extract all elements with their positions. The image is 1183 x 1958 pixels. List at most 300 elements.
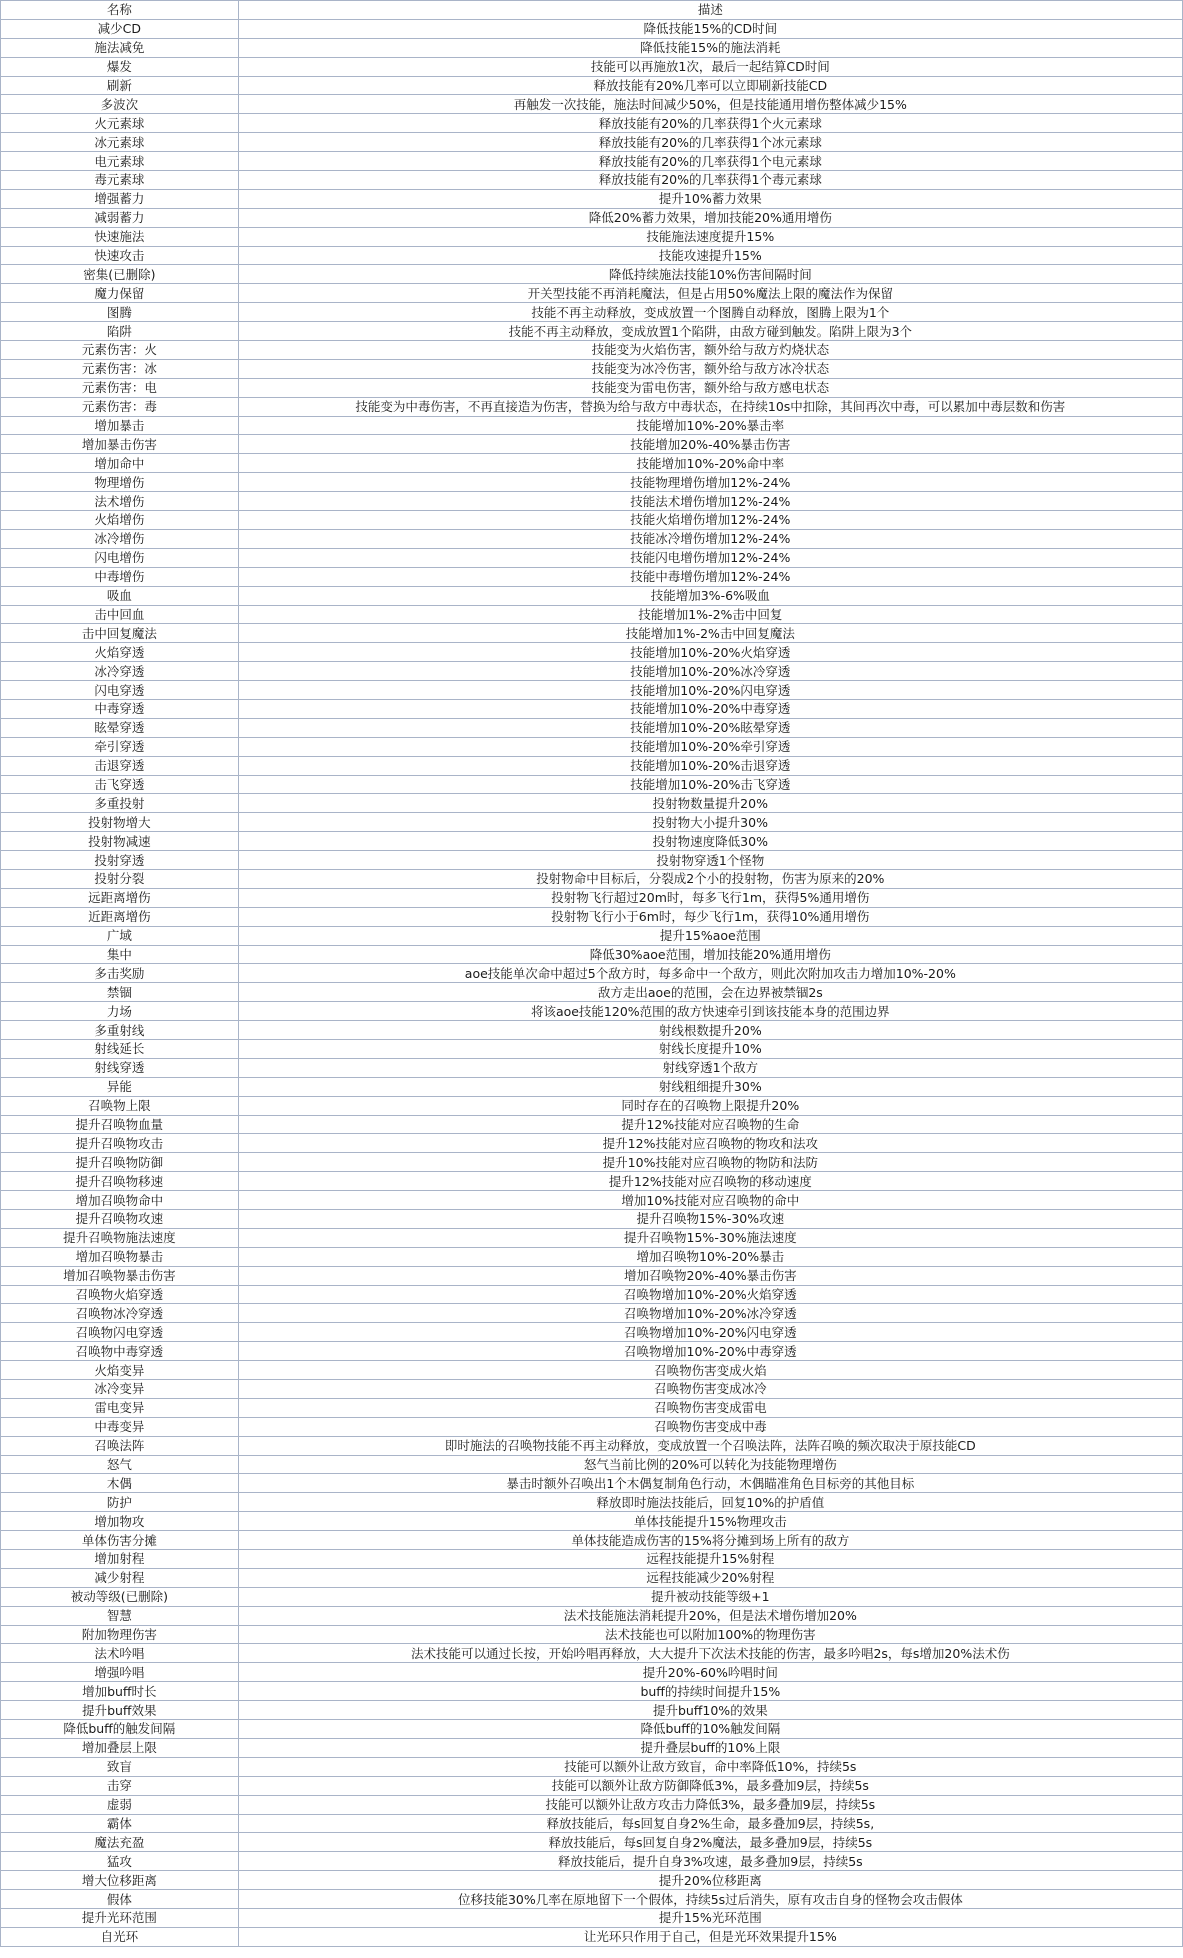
- table-row: [1, 1852, 1183, 1871]
- cell-desc[interactable]: 技能增加10%-20%冰冷穿透: [238, 662, 1182, 681]
- cell-name[interactable]: 毒元素球: [1, 171, 239, 190]
- table-row: [1, 1701, 1183, 1720]
- table-row: [1, 1417, 1183, 1436]
- cell-desc[interactable]: 增加召唤物20%-40%暴击伤害: [238, 1266, 1182, 1285]
- cell-desc[interactable]: 投射物大小提升30%: [238, 813, 1182, 832]
- cell-desc[interactable]: 技能闪电增伤增加12%-24%: [238, 548, 1182, 567]
- table-row: [1, 1436, 1183, 1455]
- table-row: [1, 1531, 1183, 1550]
- cell-desc[interactable]: 技能物理增伤增加12%-24%: [238, 473, 1182, 492]
- cell-name[interactable]: 爆发: [1, 57, 239, 76]
- table-row: [1, 359, 1183, 378]
- cell-name[interactable]: 眩晕穿透: [1, 718, 239, 737]
- cell-name[interactable]: 击中回复魔法: [1, 624, 239, 643]
- cell-name[interactable]: 致盲: [1, 1757, 239, 1776]
- cell-name[interactable]: 增强蓄力: [1, 189, 239, 208]
- cell-desc[interactable]: 投射物穿透1个怪物: [238, 851, 1182, 870]
- cell-desc[interactable]: 技能增加10%-20%中毒穿透: [238, 699, 1182, 718]
- table-row: [1, 208, 1183, 227]
- cell-name[interactable]: 附加物理伤害: [1, 1625, 239, 1644]
- table-row: [1, 813, 1183, 832]
- cell-name[interactable]: 增加物攻: [1, 1512, 239, 1531]
- cell-name[interactable]: 元素伤害：冰: [1, 359, 239, 378]
- table-row: [1, 38, 1183, 57]
- table-row: [1, 1172, 1183, 1191]
- table-row: [1, 737, 1183, 756]
- cell-desc[interactable]: 召唤物增加10%-20%闪电穿透: [238, 1323, 1182, 1342]
- cell-desc[interactable]: 投射物飞行超过20m时，每多飞行1m，获得5%通用增伤: [238, 888, 1182, 907]
- cell-name[interactable]: 击飞穿透: [1, 775, 239, 794]
- cell-desc[interactable]: 释放技能后，每s回复自身2%生命，最多叠加9层，持续5s,: [238, 1814, 1182, 1833]
- cell-name[interactable]: 雷电变异: [1, 1398, 239, 1417]
- cell-name[interactable]: 减弱蓄力: [1, 208, 239, 227]
- cell-name[interactable]: 多击奖励: [1, 964, 239, 983]
- table-row: [1, 1738, 1183, 1757]
- table-row: [1, 1285, 1183, 1304]
- table-row: [1, 246, 1183, 265]
- cell-desc[interactable]: 技能增加10%-20%闪电穿透: [238, 681, 1182, 700]
- table-row: [1, 171, 1183, 190]
- cell-name[interactable]: 中毒增伤: [1, 567, 239, 586]
- table-row: [1, 1153, 1183, 1172]
- cell-desc[interactable]: 射线粗细提升30%: [238, 1077, 1182, 1096]
- cell-desc[interactable]: 技能变为冰冷伤害，额外给与敌方冰冷状态: [238, 359, 1182, 378]
- cell-name[interactable]: 冰元素球: [1, 133, 239, 152]
- cell-desc[interactable]: 召唤物伤害变成火焰: [238, 1361, 1182, 1380]
- cell-desc[interactable]: 法术技能可以通过长按，开始吟唱再释放，大大提升下次法术技能的伤害，最多吟唱2s，每s增加20%法术伤: [238, 1644, 1182, 1663]
- cell-name[interactable]: 投射分裂: [1, 869, 239, 888]
- table-row: [1, 945, 1183, 964]
- cell-desc[interactable]: 暴击时额外召唤出1个木偶复制角色行动，木偶瞄准角色目标旁的其他目标: [238, 1474, 1182, 1493]
- cell-desc[interactable]: 召唤物伤害变成雷电: [238, 1398, 1182, 1417]
- cell-desc[interactable]: 单体技能提升15%物理攻击: [238, 1512, 1182, 1531]
- table-row: [1, 851, 1183, 870]
- table-row: [1, 869, 1183, 888]
- cell-desc[interactable]: 释放技能有20%的几率获得1个火元素球: [238, 114, 1182, 133]
- cell-desc[interactable]: 技能增加10%-20%暴击率: [238, 416, 1182, 435]
- cell-desc[interactable]: 法术技能也可以附加100%的物理伤害: [238, 1625, 1182, 1644]
- table-row: [1, 265, 1183, 284]
- cell-name[interactable]: 假体: [1, 1890, 239, 1909]
- cell-desc[interactable]: 敌方走出aoe的范围，会在边界被禁锢2s: [238, 983, 1182, 1002]
- table-row: [1, 152, 1183, 171]
- table-row: [1, 189, 1183, 208]
- table-row: [1, 454, 1183, 473]
- cell-name[interactable]: 多重投射: [1, 794, 239, 813]
- header-name[interactable]: 名称: [1, 1, 239, 20]
- cell-desc[interactable]: aoe技能单次命中超过5个敌方时，每多命中一个敌方，则此次附加攻击力增加10%-20%: [238, 964, 1182, 983]
- table-row: [1, 907, 1183, 926]
- cell-desc[interactable]: 提升20%-60%吟唱时间: [238, 1663, 1182, 1682]
- cell-desc[interactable]: 技能施法速度提升15%: [238, 227, 1182, 246]
- table-row: [1, 1550, 1183, 1569]
- cell-name[interactable]: 火焰变异: [1, 1361, 239, 1380]
- cell-name[interactable]: 召唤物中毒穿透: [1, 1342, 239, 1361]
- table-row: [1, 1247, 1183, 1266]
- cell-name[interactable]: 陷阱: [1, 322, 239, 341]
- cell-desc[interactable]: 射线穿透1个敌方: [238, 1058, 1182, 1077]
- cell-desc[interactable]: 技能攻速提升15%: [238, 246, 1182, 265]
- cell-desc[interactable]: 技能中毒增伤增加12%-24%: [238, 567, 1182, 586]
- cell-name[interactable]: 提升buff效果: [1, 1701, 239, 1720]
- table-row: [1, 1776, 1183, 1795]
- cell-desc[interactable]: 提升被动技能等级+1: [238, 1587, 1182, 1606]
- table-row: [1, 1625, 1183, 1644]
- table-row: [1, 1455, 1183, 1474]
- cell-desc[interactable]: 召唤物增加10%-20%中毒穿透: [238, 1342, 1182, 1361]
- cell-name[interactable]: 快速施法: [1, 227, 239, 246]
- cell-name[interactable]: 召唤物冰冷穿透: [1, 1304, 239, 1323]
- cell-name[interactable]: 火焰穿透: [1, 643, 239, 662]
- cell-name[interactable]: 提升召唤物血量: [1, 1115, 239, 1134]
- table-row: [1, 1908, 1183, 1927]
- cell-desc[interactable]: 技能增加3%-6%吸血: [238, 586, 1182, 605]
- cell-name[interactable]: 增加暴击: [1, 416, 239, 435]
- cell-name[interactable]: 增加召唤物暴击: [1, 1247, 239, 1266]
- cell-name[interactable]: 火焰增伤: [1, 511, 239, 530]
- cell-desc[interactable]: 技能冰冷增伤增加12%-24%: [238, 529, 1182, 548]
- cell-name[interactable]: 增加暴击伤害: [1, 435, 239, 454]
- cell-name[interactable]: 提升召唤物攻击: [1, 1134, 239, 1153]
- table-row: [1, 529, 1183, 548]
- table-row: [1, 1512, 1183, 1531]
- cell-name[interactable]: 增加命中: [1, 454, 239, 473]
- table-row: [1, 681, 1183, 700]
- cell-name[interactable]: 单体伤害分摊: [1, 1531, 239, 1550]
- cell-desc[interactable]: 提升12%技能对应召唤物的物攻和法攻: [238, 1134, 1182, 1153]
- table-row: [1, 832, 1183, 851]
- table-row: [1, 1266, 1183, 1285]
- cell-desc[interactable]: 远程技能减少20%射程: [238, 1568, 1182, 1587]
- cell-desc[interactable]: 技能变为雷电伤害，额外给与敌方感电状态: [238, 378, 1182, 397]
- cell-desc[interactable]: 提升15%aoe范围: [238, 926, 1182, 945]
- cell-name[interactable]: 击退穿透: [1, 756, 239, 775]
- cell-name[interactable]: 虚弱: [1, 1795, 239, 1814]
- cell-desc[interactable]: 提升召唤物15%-30%施法速度: [238, 1228, 1182, 1247]
- table-row: [1, 605, 1183, 624]
- table-row: [1, 1606, 1183, 1625]
- table-row: [1, 1021, 1183, 1040]
- table-row: [1, 1795, 1183, 1814]
- cell-desc[interactable]: 技能可以再施放1次，最后一起结算CD时间: [238, 57, 1182, 76]
- table-row: [1, 473, 1183, 492]
- table-row: [1, 1096, 1183, 1115]
- cell-name[interactable]: 防护: [1, 1493, 239, 1512]
- cell-desc[interactable]: 技能变为中毒伤害，不再直接造为伤害，替换为给与敌方中毒状态，在持续10s中扣除，其间再次中毒，可以累加中毒层数和伤害: [238, 397, 1182, 416]
- cell-desc[interactable]: 提升buff10%的效果: [238, 1701, 1182, 1720]
- cell-desc[interactable]: 投射物数量提升20%: [238, 794, 1182, 813]
- cell-name[interactable]: 自光环: [1, 1927, 239, 1946]
- cell-name[interactable]: 被动等级(已删除): [1, 1587, 239, 1606]
- table-row: [1, 19, 1183, 38]
- cell-desc[interactable]: 增加召唤物10%-20%暴击: [238, 1247, 1182, 1266]
- cell-name[interactable]: 施法减免: [1, 38, 239, 57]
- cell-desc[interactable]: 降低20%蓄力效果，增加技能20%通用增伤: [238, 208, 1182, 227]
- cell-name[interactable]: 多重射线: [1, 1021, 239, 1040]
- table-row: [1, 1398, 1183, 1417]
- table-row: [1, 511, 1183, 530]
- cell-desc[interactable]: 技能可以额外让敌方致盲，命中率降低10%，持续5s: [238, 1757, 1182, 1776]
- cell-name[interactable]: 闪电穿透: [1, 681, 239, 700]
- cell-name[interactable]: 冰冷穿透: [1, 662, 239, 681]
- table-row: [1, 1134, 1183, 1153]
- cell-desc[interactable]: 技能不再主动释放，变成放置一个图腾自动释放，图腾上限为1个: [238, 303, 1182, 322]
- table-row: [1, 1304, 1183, 1323]
- table-row: [1, 1814, 1183, 1833]
- table-row: [1, 567, 1183, 586]
- cell-name[interactable]: 元素伤害：毒: [1, 397, 239, 416]
- cell-desc[interactable]: 怒气当前比例的20%可以转化为技能物理增伤: [238, 1455, 1182, 1474]
- cell-name[interactable]: 中毒变异: [1, 1417, 239, 1436]
- cell-name[interactable]: 法术增伤: [1, 492, 239, 511]
- cell-name[interactable]: 力场: [1, 1002, 239, 1021]
- cell-desc[interactable]: 让光环只作用于自己，但是光环效果提升15%: [238, 1927, 1182, 1946]
- table-row: [1, 1644, 1183, 1663]
- table-row: [1, 1757, 1183, 1776]
- cell-name[interactable]: 增加召唤物命中: [1, 1191, 239, 1210]
- cell-name[interactable]: 增加叠层上限: [1, 1738, 239, 1757]
- cell-desc[interactable]: 技能火焰增伤增加12%-24%: [238, 511, 1182, 530]
- cell-desc[interactable]: 投射物命中目标后，分裂成2个小的投射物，伤害为原来的20%: [238, 869, 1182, 888]
- cell-name[interactable]: 智慧: [1, 1606, 239, 1625]
- table-row: [1, 1002, 1183, 1021]
- cell-desc[interactable]: 召唤物增加10%-20%火焰穿透: [238, 1285, 1182, 1304]
- table-row: [1, 95, 1183, 114]
- cell-desc[interactable]: 开关型技能不再消耗魔法，但是占用50%魔法上限的魔法作为保留: [238, 284, 1182, 303]
- cell-desc[interactable]: 提升召唤物15%-30%攻速: [238, 1210, 1182, 1229]
- cell-desc[interactable]: 召唤物增加10%-20%冰冷穿透: [238, 1304, 1182, 1323]
- cell-desc[interactable]: 召唤物伤害变成中毒: [238, 1417, 1182, 1436]
- table-row: [1, 1682, 1183, 1701]
- cell-name[interactable]: 增加射程: [1, 1550, 239, 1569]
- cell-name[interactable]: 冰冷变异: [1, 1380, 239, 1399]
- cell-desc[interactable]: 将该aoe技能120%范围的敌方快速牵引到该技能本身的范围边界: [238, 1002, 1182, 1021]
- cell-name[interactable]: 中毒穿透: [1, 699, 239, 718]
- table-row: [1, 643, 1183, 662]
- table-row: [1, 1568, 1183, 1587]
- table-row: [1, 1380, 1183, 1399]
- cell-name[interactable]: 吸血: [1, 586, 239, 605]
- table-row: [1, 624, 1183, 643]
- table-row: [1, 1833, 1183, 1852]
- cell-desc[interactable]: 远程技能提升15%射程: [238, 1550, 1182, 1569]
- cell-desc[interactable]: 降低技能15%的施法消耗: [238, 38, 1182, 57]
- cell-name[interactable]: 冰冷增伤: [1, 529, 239, 548]
- cell-name[interactable]: 物理增伤: [1, 473, 239, 492]
- cell-name[interactable]: 快速攻击: [1, 246, 239, 265]
- cell-desc[interactable]: 技能增加10%-20%火焰穿透: [238, 643, 1182, 662]
- cell-name[interactable]: 图腾: [1, 303, 239, 322]
- table-row: [1, 794, 1183, 813]
- cell-name[interactable]: 牵引穿透: [1, 737, 239, 756]
- table-row: [1, 926, 1183, 945]
- table-row: [1, 699, 1183, 718]
- table-body: [1, 19, 1183, 1946]
- cell-name[interactable]: 提升召唤物施法速度: [1, 1228, 239, 1247]
- header-desc[interactable]: 描述: [238, 1, 1182, 20]
- cell-desc[interactable]: 释放技能有20%的几率获得1个冰元素球: [238, 133, 1182, 152]
- cell-name[interactable]: 召唤物上限: [1, 1096, 239, 1115]
- cell-name[interactable]: 投射物增大: [1, 813, 239, 832]
- cell-name[interactable]: 多波次: [1, 95, 239, 114]
- table-row: [1, 1361, 1183, 1380]
- table-row: [1, 1890, 1183, 1909]
- cell-desc[interactable]: 降低持续施法技能10%伤害间隔时间: [238, 265, 1182, 284]
- cell-desc[interactable]: 提升10%技能对应召唤物的物防和法防: [238, 1153, 1182, 1172]
- cell-name[interactable]: 魔法充盈: [1, 1833, 239, 1852]
- cell-name[interactable]: 元素伤害：电: [1, 378, 239, 397]
- cell-name[interactable]: 霸体: [1, 1814, 239, 1833]
- cell-desc[interactable]: 降低buff的10%触发间隔: [238, 1720, 1182, 1739]
- table-row: [1, 1587, 1183, 1606]
- cell-name[interactable]: 增加召唤物暴击伤害: [1, 1266, 239, 1285]
- table-row: [1, 416, 1183, 435]
- cell-desc[interactable]: 提升15%光环范围: [238, 1908, 1182, 1927]
- cell-desc[interactable]: 提升10%蓄力效果: [238, 189, 1182, 208]
- cell-name[interactable]: 刷新: [1, 76, 239, 95]
- cell-desc[interactable]: 技能增加10%-20%击飞穿透: [238, 775, 1182, 794]
- cell-desc[interactable]: 投射物飞行小于6m时，每少飞行1m，获得10%通用增伤: [238, 907, 1182, 926]
- cell-desc[interactable]: 释放技能有20%的几率获得1个毒元素球: [238, 171, 1182, 190]
- cell-desc[interactable]: 技能法术增伤增加12%-24%: [238, 492, 1182, 511]
- cell-name[interactable]: 远距离增伤: [1, 888, 239, 907]
- cell-desc[interactable]: 技能可以额外让敌方防御降低3%，最多叠加9层，持续5s: [238, 1776, 1182, 1795]
- cell-name[interactable]: 怒气: [1, 1455, 239, 1474]
- cell-name[interactable]: 提升召唤物攻速: [1, 1210, 239, 1229]
- table-row: [1, 1210, 1183, 1229]
- table-row: [1, 303, 1183, 322]
- table-row: [1, 888, 1183, 907]
- cell-name[interactable]: 召唤物火焰穿透: [1, 1285, 239, 1304]
- cell-name[interactable]: 异能: [1, 1077, 239, 1096]
- cell-desc[interactable]: 技能增加1%-2%击中回复魔法: [238, 624, 1182, 643]
- cell-desc[interactable]: 技能增加20%-40%暴击伤害: [238, 435, 1182, 454]
- cell-desc[interactable]: 即时施法的召唤物技能不再主动释放，变成放置一个召唤法阵，法阵召唤的频次取决于原技能CD: [238, 1436, 1182, 1455]
- cell-name[interactable]: 召唤物闪电穿透: [1, 1323, 239, 1342]
- cell-desc[interactable]: 投射物速度降低30%: [238, 832, 1182, 851]
- cell-name[interactable]: 减少CD: [1, 19, 239, 38]
- cell-desc[interactable]: 单体技能造成伤害的15%将分摊到场上所有的敌方: [238, 1531, 1182, 1550]
- table-row: [1, 1493, 1183, 1512]
- cell-desc[interactable]: 降低30%aoe范围，增加技能20%通用增伤: [238, 945, 1182, 964]
- cell-name[interactable]: 减少射程: [1, 1568, 239, 1587]
- cell-name[interactable]: 增加buff时长: [1, 1682, 239, 1701]
- table-row: [1, 492, 1183, 511]
- cell-name[interactable]: 近距离增伤: [1, 907, 239, 926]
- cell-name[interactable]: 提升召唤物移速: [1, 1172, 239, 1191]
- cell-name[interactable]: 增强吟唱: [1, 1663, 239, 1682]
- table-row: [1, 378, 1183, 397]
- cell-name[interactable]: 射线穿透: [1, 1058, 239, 1077]
- table-row: [1, 586, 1183, 605]
- cell-name[interactable]: 元素伤害：火: [1, 341, 239, 360]
- table-row: [1, 1323, 1183, 1342]
- table-row: [1, 1871, 1183, 1890]
- cell-name[interactable]: 魔力保留: [1, 284, 239, 303]
- cell-desc[interactable]: 提升叠层buff的10%上限: [238, 1738, 1182, 1757]
- cell-desc[interactable]: 释放技能后，提升自身3%攻速，最多叠加9层，持续5s: [238, 1852, 1182, 1871]
- cell-desc[interactable]: 增加10%技能对应召唤物的命中: [238, 1191, 1182, 1210]
- table-row: [1, 1115, 1183, 1134]
- cell-name[interactable]: 密集(已删除): [1, 265, 239, 284]
- cell-name[interactable]: 闪电增伤: [1, 548, 239, 567]
- cell-name[interactable]: 集中: [1, 945, 239, 964]
- table-row: [1, 718, 1183, 737]
- cell-desc[interactable]: 释放技能有20%几率可以立即刷新技能CD: [238, 76, 1182, 95]
- cell-name[interactable]: 击中回血: [1, 605, 239, 624]
- cell-name[interactable]: 增大位移距离: [1, 1871, 239, 1890]
- cell-name[interactable]: 禁锢: [1, 983, 239, 1002]
- cell-desc[interactable]: 召唤物伤害变成冰冷: [238, 1380, 1182, 1399]
- table-row: [1, 1228, 1183, 1247]
- cell-desc[interactable]: 再触发一次技能，施法时间减少50%，但是技能通用增伤整体减少15%: [238, 95, 1182, 114]
- cell-name[interactable]: 召唤法阵: [1, 1436, 239, 1455]
- cell-desc[interactable]: 技能变为火焰伤害，额外给与敌方灼烧状态: [238, 341, 1182, 360]
- cell-desc[interactable]: 同时存在的召唤物上限提升20%: [238, 1096, 1182, 1115]
- cell-name[interactable]: 电元素球: [1, 152, 239, 171]
- cell-desc[interactable]: 提升20%位移距离: [238, 1871, 1182, 1890]
- cell-name[interactable]: 射线延长: [1, 1039, 239, 1058]
- cell-desc[interactable]: 技能不再主动释放，变成放置1个陷阱，由敌方碰到触发。陷阱上限为3个: [238, 322, 1182, 341]
- table-row: [1, 114, 1183, 133]
- cell-desc[interactable]: 技能增加10%-20%眩晕穿透: [238, 718, 1182, 737]
- table-row: [1, 775, 1183, 794]
- cell-name[interactable]: 猛攻: [1, 1852, 239, 1871]
- cell-desc[interactable]: 法术技能施法消耗提升20%，但是法术增伤增加20%: [238, 1606, 1182, 1625]
- cell-name[interactable]: 降低buff的触发间隔: [1, 1720, 239, 1739]
- cell-desc[interactable]: 技能可以额外让敌方攻击力降低3%，最多叠加9层，持续5s: [238, 1795, 1182, 1814]
- table-row: [1, 1058, 1183, 1077]
- cell-desc[interactable]: 提升12%技能对应召唤物的移动速度: [238, 1172, 1182, 1191]
- table-row: [1, 548, 1183, 567]
- cell-desc[interactable]: 技能增加10%-20%击退穿透: [238, 756, 1182, 775]
- cell-name[interactable]: 击穿: [1, 1776, 239, 1795]
- table-row: [1, 284, 1183, 303]
- cell-name[interactable]: 木偶: [1, 1474, 239, 1493]
- cell-name[interactable]: 法术吟唱: [1, 1644, 239, 1663]
- cell-desc[interactable]: 射线长度提升10%: [238, 1039, 1182, 1058]
- cell-name[interactable]: 提升召唤物防御: [1, 1153, 239, 1172]
- cell-desc[interactable]: 释放技能有20%的几率获得1个电元素球: [238, 152, 1182, 171]
- header-row: [1, 1, 1183, 20]
- table-row: [1, 1927, 1183, 1946]
- cell-name[interactable]: 火元素球: [1, 114, 239, 133]
- table-row: [1, 322, 1183, 341]
- cell-name[interactable]: 投射穿透: [1, 851, 239, 870]
- table-row: [1, 1342, 1183, 1361]
- cell-desc[interactable]: buff的持续时间提升15%: [238, 1682, 1182, 1701]
- cell-desc[interactable]: 射线根数提升20%: [238, 1021, 1182, 1040]
- table-row: [1, 1720, 1183, 1739]
- cell-desc[interactable]: 提升12%技能对应召唤物的生命: [238, 1115, 1182, 1134]
- table-row: [1, 76, 1183, 95]
- cell-desc[interactable]: 技能增加1%-2%击中回复: [238, 605, 1182, 624]
- cell-name[interactable]: 提升光环范围: [1, 1908, 239, 1927]
- table-row: [1, 227, 1183, 246]
- table-row: [1, 964, 1183, 983]
- cell-desc[interactable]: 技能增加10%-20%命中率: [238, 454, 1182, 473]
- table-row: [1, 662, 1183, 681]
- cell-desc[interactable]: 降低技能15%的CD时间: [238, 19, 1182, 38]
- table-row: [1, 1474, 1183, 1493]
- cell-desc[interactable]: 释放技能后，每s回复自身2%魔法，最多叠加9层，持续5s: [238, 1833, 1182, 1852]
- table-row: [1, 57, 1183, 76]
- cell-name[interactable]: 投射物减速: [1, 832, 239, 851]
- cell-desc[interactable]: 技能增加10%-20%牵引穿透: [238, 737, 1182, 756]
- cell-desc[interactable]: 位移技能30%几率在原地留下一个假体，持续5s过后消失，原有攻击自身的怪物会攻击假体: [238, 1890, 1182, 1909]
- cell-desc[interactable]: 释放即时施法技能后，回复10%的护盾值: [238, 1493, 1182, 1512]
- cell-name[interactable]: 广域: [1, 926, 239, 945]
